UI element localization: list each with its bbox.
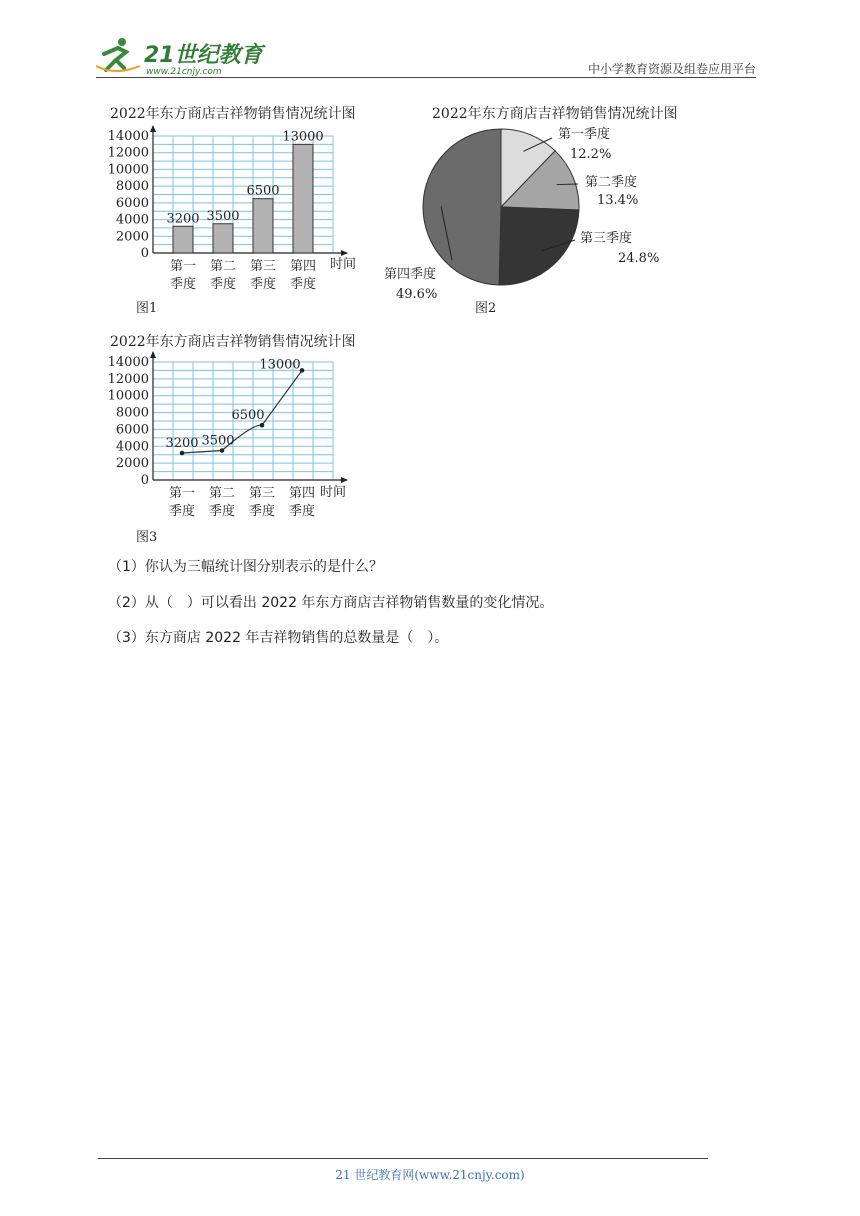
pie-chart-title: 2022年东方商店吉祥物销售情况统计图 [432, 106, 678, 122]
slice-label: 第一季度 [558, 127, 611, 142]
slice-percent-label: 12.2% [570, 147, 612, 162]
point-value-label: 3200 [165, 436, 199, 452]
point-value-label: 13000 [259, 357, 301, 373]
data-point [220, 448, 225, 453]
y-tick-label: 0 [140, 473, 149, 488]
x-tick-label: 季度 [249, 277, 277, 292]
page-header [0, 0, 860, 80]
x-tick-label: 第二 [208, 486, 236, 501]
y-tick-label: 6000 [115, 195, 149, 211]
header-divider [96, 77, 756, 78]
bar-value-label: 3200 [166, 211, 200, 227]
y-tick-label: 10000 [108, 388, 149, 404]
x-tick-label: 季度 [168, 504, 196, 519]
line-chart [108, 328, 398, 548]
pie-slice [499, 207, 579, 285]
y-tick-label: 8000 [115, 405, 149, 421]
y-tick-label: 4000 [115, 439, 149, 455]
slice-label: 第四季度 [384, 267, 437, 282]
bar-value-label: 13000 [282, 129, 324, 145]
x-axis-unit-label: 时间 [330, 257, 357, 272]
footer-link[interactable]: 21 世纪教育网(www.21cnjy.com) [335, 1168, 525, 1182]
y-tick-label: 12000 [108, 371, 149, 387]
logo-text: 21世纪教育 [144, 43, 263, 68]
bar-chart [108, 100, 398, 325]
x-tick-label: 第四 [289, 259, 317, 274]
figure-1-label: 图1 [136, 301, 158, 316]
x-tick-label: 季度 [208, 504, 236, 519]
bar-chart-title: 2022年东方商店吉祥物销售情况统计图 [110, 106, 356, 122]
y-tick-label: 2000 [115, 229, 149, 245]
slice-label: 第三季度 [580, 231, 633, 246]
question-3: （3）东方商店 2022 年吉祥物销售的总数量是（ ）。 [108, 630, 449, 646]
slice-percent-label: 24.8% [618, 251, 660, 266]
slice-label: 第二季度 [585, 175, 638, 190]
y-tick-label: 6000 [115, 422, 149, 438]
point-value-label: 6500 [231, 408, 265, 424]
data-point [260, 423, 265, 428]
question-1: （1）你认为三幅统计图分别表示的是什么？ [108, 559, 383, 575]
slice-percent-label: 13.4% [597, 193, 639, 208]
x-axis-unit-label: 时间 [320, 485, 347, 500]
bar [293, 144, 313, 253]
line-chart-title: 2022年东方商店吉祥物销售情况统计图 [110, 334, 356, 350]
x-tick-label: 第三 [249, 259, 277, 274]
y-tick-label: 12000 [108, 145, 149, 161]
x-tick-label: 季度 [209, 277, 237, 292]
x-tick-label: 季度 [288, 504, 316, 519]
site-logo[interactable] [96, 36, 266, 78]
x-tick-label: 季度 [248, 504, 276, 519]
y-tick-label: 14000 [108, 355, 149, 370]
x-tick-label: 第一 [169, 259, 197, 274]
y-tick-label: 2000 [115, 456, 149, 472]
footer-divider [98, 1158, 708, 1159]
x-tick-label: 第四 [288, 486, 316, 501]
x-tick-label: 季度 [169, 277, 197, 292]
x-tick-label: 第二 [209, 259, 237, 274]
question-2: （2）从（ ）可以看出 2022 年东方商店吉祥物销售数量的变化情况。 [108, 595, 554, 611]
x-tick-label: 第三 [248, 486, 276, 501]
bar [253, 199, 273, 253]
runner-logo-icon [96, 38, 140, 71]
figure-2-label: 图2 [475, 301, 497, 316]
y-tick-label: 8000 [115, 179, 149, 195]
bar-value-label: 3500 [206, 208, 240, 224]
y-tick-label: 4000 [115, 212, 149, 228]
x-tick-label: 季度 [289, 277, 317, 292]
pie-chart [380, 100, 720, 325]
slice-percent-label: 49.6% [396, 287, 438, 302]
y-tick-label: 0 [140, 246, 149, 261]
logo-url: www.21cnjy.com [146, 67, 222, 77]
pie-slice [423, 129, 501, 285]
data-point [180, 451, 185, 456]
platform-name: 中小学教育资源及组卷应用平台 [587, 62, 756, 76]
leader-line [557, 184, 578, 185]
y-tick-label: 10000 [108, 162, 149, 178]
bar-value-label: 6500 [246, 183, 280, 199]
y-tick-label: 14000 [108, 129, 149, 144]
x-tick-label: 第一 [168, 486, 196, 501]
bar [173, 226, 193, 253]
point-value-label: 3500 [201, 433, 235, 449]
bar [213, 224, 233, 253]
figure-3-label: 图3 [136, 530, 158, 545]
